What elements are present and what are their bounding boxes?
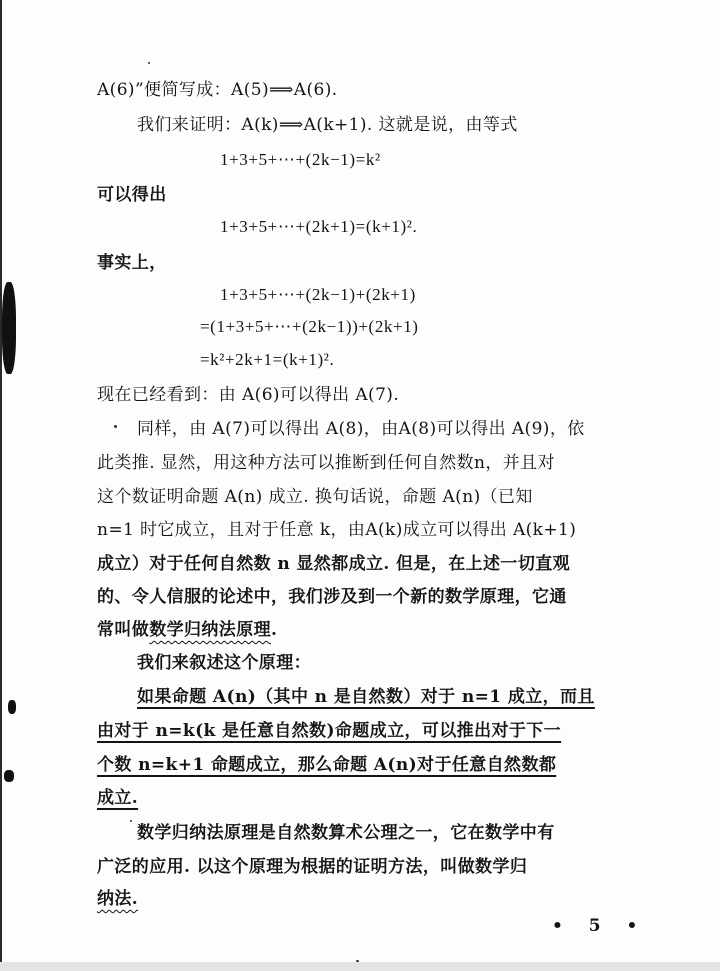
scan-blot (8, 700, 16, 714)
highlighted-term: 数学归纳法原理 (149, 620, 272, 640)
text-segment: . (271, 620, 278, 640)
principle-line: 由对于 n=k(k 是任意自然数)命题成立，可以推出对于下一 (97, 721, 562, 741)
text-line: 同样，由 A(7)可以得出 A(8)，由A(8)可以得出 A(9)，依 (137, 419, 585, 439)
page-bottom-edge (0, 962, 720, 971)
page-number: • 5 • (552, 916, 648, 936)
text-segment: 常叫做 (97, 620, 150, 640)
text-line: A(6)”便简写成：A(5)⟹A(6). (97, 80, 338, 100)
principle-line: 如果命题 A(n)（其中 n 是自然数）对于 n=1 成立，而且 (137, 687, 595, 707)
scan-speck (114, 425, 117, 428)
text-line: 此类推. 显然，用这种方法可以推断到任何自然数n，并且对 (97, 453, 555, 473)
text-line: 我们来证明：A(k)⟹A(k+1). 这就是说，由等式 (137, 115, 518, 135)
text-line: 纳法. (97, 889, 139, 909)
text-line: n=1 时它成立，且对于任意 k，由A(k)成立可以得出 A(k+1) (97, 520, 577, 540)
scan-speck (356, 960, 359, 962)
page-left-edge (0, 0, 2, 971)
principle-line: 成立. (97, 788, 139, 808)
text-line: 广泛的应用. 以这个原理为根据的证明方法，叫做数学归 (97, 857, 528, 877)
text-line: 的、令人信服的论述中，我们涉及到一个新的数学原理，它通 (97, 587, 567, 607)
formula-line: 1+3+5+⋯+(2k−1)+(2k+1) (220, 285, 416, 304)
text-line (97, 619, 277, 641)
formula-line: 1+3+5+⋯+(2k+1)=(k+1)². (220, 217, 418, 236)
principle-line: 个数 n=k+1 命题成立，那么命题 A(n)对于任意自然数都 (97, 755, 557, 775)
text-line: 现在已经看到：由 A(6)可以得出 A(7). (97, 385, 400, 405)
scan-speck (130, 820, 132, 822)
text-line: 这个数证明命题 A(n) 成立. 换句话说，命题 A(n)（已知 (97, 487, 533, 507)
formula-line: =(1+3+5+⋯+(2k−1))+(2k+1) (200, 317, 419, 336)
text-line: 可以得出 (97, 185, 167, 205)
scan-blot (2, 282, 16, 374)
scan-blot (4, 770, 14, 782)
text-line: 我们来叙述这个原理： (137, 653, 311, 673)
text-line: 成立）对于任何自然数 n 显然都成立. 但是，在上述一切直观 (97, 554, 571, 574)
scan-speck (148, 62, 150, 64)
formula-line: =k²+2k+1=(k+1)². (200, 350, 335, 369)
text-line: 事实上， (97, 253, 167, 273)
text-line: 数学归纳法原理是自然数算术公理之一，它在数学中有 (137, 823, 555, 843)
formula-line: 1+3+5+⋯+(2k−1)=k² (220, 150, 381, 169)
